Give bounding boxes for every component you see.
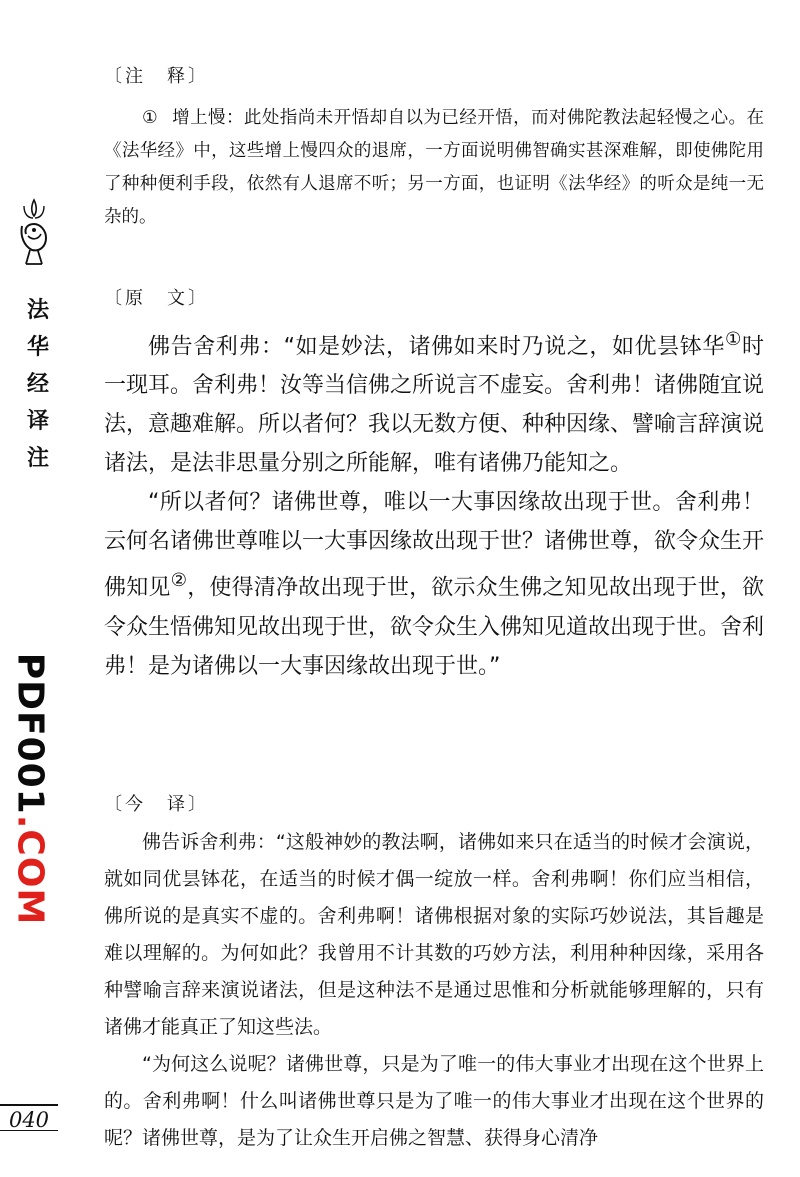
translation-section (104, 790, 764, 1157)
original-text-run: 时一现耳。舍利弗！汝等当信佛之所说言不虚妄。舍利弗！诸佛随宜说法，意趣难解。所以者何？我以无数方便、种种因缘、譬喻言辞演说诸法，是法非思量分别之所能解，唯有诸佛乃能知之。 (104, 334, 765, 477)
original-text-run: “所以者何？诸佛世尊，唯以一大事因缘故出现于世。舍利弗！云何名诸佛世尊唯以一大事因缘故出现于世？诸佛世尊，欲令众生开佛知见 (104, 490, 765, 601)
book-title-char: 华 (26, 334, 49, 360)
footnote-marker: ① (724, 329, 742, 350)
original-heading: 〔原 文〕 (104, 288, 209, 309)
page-number: 040 (0, 1104, 58, 1134)
original-text-section (104, 284, 764, 686)
translation-heading: 〔今 译〕 (104, 794, 209, 815)
book-title-char: 注 (26, 445, 49, 471)
book-title-char: 经 (26, 371, 49, 397)
notes-heading: 〔注 释〕 (104, 66, 209, 87)
note-number: ① (142, 108, 159, 128)
translation-paragraph: “为何这么说呢？诸佛世尊，只是为了唯一的伟大事业才出现在这个世界上的。舍利弗啊！什么叫诸佛世尊只是为了唯一的伟大事业才出现在这个世界的呢？诸佛世尊，是为了让众生开启佛之智慧、获得身心清净 (104, 1053, 764, 1149)
lotus-hand-ornament-icon (14, 196, 54, 268)
original-text-run: ，使得清净故出现于世，欲示众生佛之知见故出现于世，欲令众生悟佛知见故出现于世，欲令众生入佛知见道故出现于世。舍利弗！是为诸佛以一大事因缘故出现于世。” (104, 575, 765, 679)
note-paragraph (104, 102, 764, 234)
watermark-dark-part: PDF001 (9, 652, 51, 815)
footnote-marker: ② (170, 570, 188, 592)
note-text: 增上慢：此处指尚未开悟却自以为已经开悟，而对佛陀教法起轻慢之心。在《法华经》中，这些增上慢四众的退席，一方面说明佛智确实甚深难解，即使佛陀用了种种便利手段，依然有人退席不听；另一方面，也证明《法华经》的听众是纯一无杂的。 (104, 108, 764, 227)
watermark-text (10, 653, 51, 926)
watermark-red-part: .COM (9, 814, 51, 926)
translation-paragraph: 佛告诉舍利弗：“这般神妙的教法啊，诸佛如来只在适当的时候才会演说，就如同优昙钵花，在适当的时候才偶一绽放一样。舍利弗啊！你们应当相信，佛所说的是真实不虚的。舍利弗啊！诸佛根据对象的实际巧妙说法，其旨趣是难以理解的。为何如此？我曾用不计其数的巧妙方法，利用种种因缘，采用各种譬喻言辞来演说诸法，但是这种法不是通过思惟和分析就能够理解的，只有诸佛才能真正了知这些法。 (104, 831, 764, 1038)
watermark (8, 652, 52, 926)
book-title-vertical (26, 292, 50, 477)
notes-section (104, 62, 764, 234)
original-paragraph (104, 320, 764, 483)
book-title-char: 法 (26, 297, 49, 323)
original-text-run: 佛告舍利弗：“如是妙法，诸佛如来时乃说之，如优昙钵华 (148, 334, 725, 360)
original-paragraph (104, 483, 764, 685)
book-title-char: 译 (26, 408, 49, 434)
translation-body (104, 824, 764, 1157)
notes-body (104, 102, 764, 234)
original-body (104, 320, 764, 686)
